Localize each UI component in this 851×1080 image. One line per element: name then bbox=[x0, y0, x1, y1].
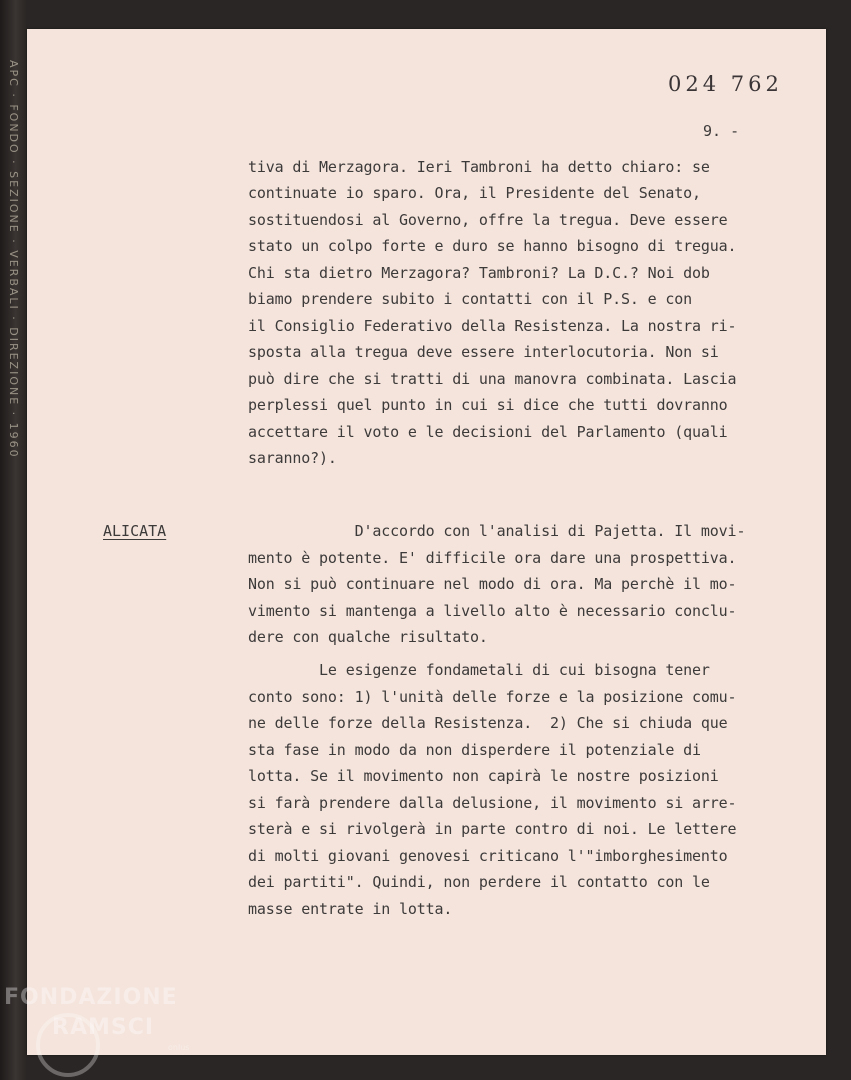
text-line: accettare il voto e le decisioni del Parlamento (quali bbox=[248, 423, 728, 441]
page-number: 9. - bbox=[703, 122, 740, 140]
text-line: può dire che si tratti di una manovra combinata. Lascia bbox=[248, 370, 737, 388]
text-line: il Consiglio Federativo della Resistenza. La nostra ri- bbox=[248, 317, 737, 335]
text-line: si farà prendere dalla delusione, il movimento si arre- bbox=[248, 794, 737, 812]
speaker-name: ALICATA bbox=[103, 522, 167, 540]
text-line: perplessi quel punto in cui si dice che tutti dovranno bbox=[248, 396, 728, 414]
binding-strip-text: APC · FONDO · SEZIONE · VERBALI · DIREZIONE · 1960 bbox=[7, 60, 20, 459]
fondazione-gramsci-watermark bbox=[4, 985, 219, 1075]
text-line: stato un colpo forte e duro se hanno bisogno di tregua. bbox=[248, 237, 737, 255]
text-line: sta fase in modo da non disperdere il potenziale di bbox=[248, 741, 701, 759]
text-line: continuate io sparo. Ora, il Presidente del Senato, bbox=[248, 184, 701, 202]
text-line: di molti giovani genovesi criticano l'"imborghesimento bbox=[248, 847, 728, 865]
text-line: Non si può continuare nel modo di ora. Ma perchè il mo- bbox=[248, 575, 737, 593]
text-line: conto sono: 1) l'unità delle forze e la posizione comu- bbox=[248, 688, 737, 706]
binding-strip bbox=[0, 0, 26, 1080]
text-line: sposta alla tregua deve essere interlocutoria. Non si bbox=[248, 343, 719, 361]
text-line: dei partiti". Quindi, non perdere il contatto con le bbox=[248, 873, 710, 891]
text-line: masse entrate in lotta. bbox=[248, 900, 453, 918]
text-line: mento è potente. E' difficile ora dare una prospettiva. bbox=[248, 549, 737, 567]
archive-number: 024 762 bbox=[668, 72, 783, 96]
text-line: tiva di Merzagora. Ieri Tambroni ha detto chiaro: se bbox=[248, 158, 710, 176]
watermark-line1: FONDAZIONE bbox=[4, 985, 178, 1010]
text-line: lotta. Se il movimento non capirà le nostre posizioni bbox=[248, 767, 719, 785]
text-line: sterà e si rivolgerà in parte contro di noi. Le lettere bbox=[248, 820, 737, 838]
text-line: sostituendosi al Governo, offre la tregua. Deve essere bbox=[248, 211, 728, 229]
text-line: Le esigenze fondametali di cui bisogna tener bbox=[248, 661, 710, 679]
text-line: biamo prendere subito i contatti con il P.S. e con bbox=[248, 290, 693, 308]
text-line: D'accordo con l'analisi di Pajetta. Il movi- bbox=[248, 522, 746, 540]
text-line: vimento si mantenga a livello alto è necessario conclu- bbox=[248, 602, 737, 620]
text-line: dere con qualche risultato. bbox=[248, 628, 488, 646]
text-line: Chi sta dietro Merzagora? Tambroni? La D.C.? Noi dob bbox=[248, 264, 710, 282]
text-line: saranno?). bbox=[248, 449, 337, 467]
text-line: ne delle forze della Resistenza. 2) Che si chiuda que bbox=[248, 714, 728, 732]
watermark-line2: RAMSCI bbox=[52, 1015, 155, 1040]
watermark-line3: onlus bbox=[168, 1043, 190, 1052]
